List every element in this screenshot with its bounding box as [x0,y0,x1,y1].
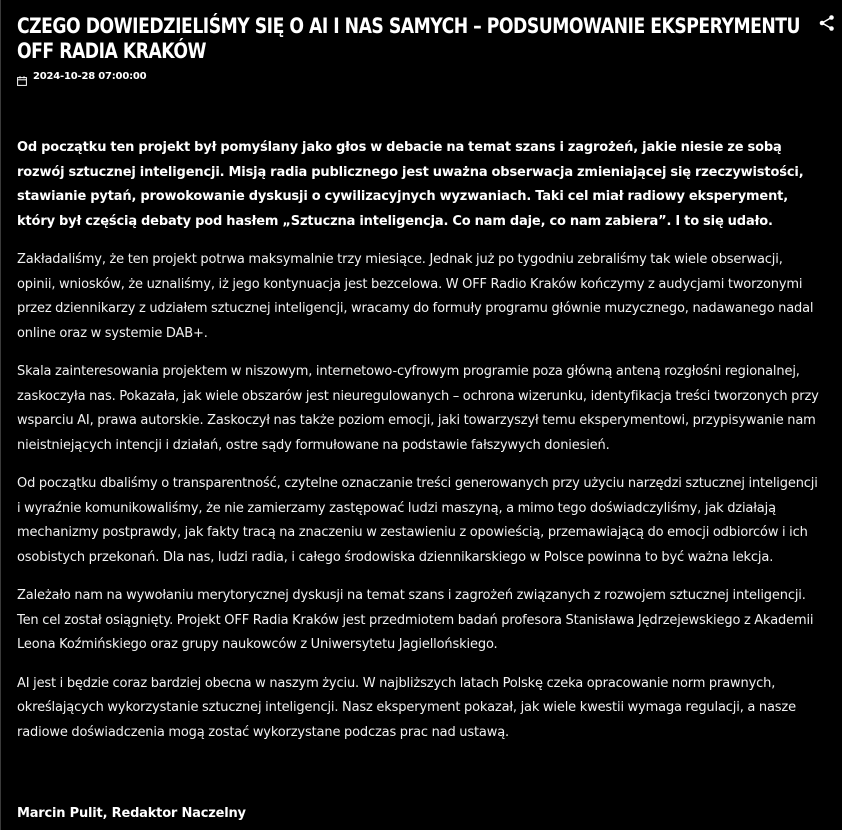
article-title: CZEGO DOWIEDZIELIŚMY SIĘ O AI I NAS SAMYCH – PODSUMOWANIE EKSPERYMENTU OFF RADIA KRAKÓW [17,14,801,63]
article-lead-paragraph: Od początku ten projekt był pomyślany jako głos w debacie na temat szans i zagrożeń, jakie niesie ze sobą rozwój sztucznej inteligencji. Misją radia publicznego jest uważna obserwacja zmieniającej się rzeczywistości, stawianie pytań, prowokowanie dyskusji o cywilizacyjnych wyzwaniach. Taki cel miał radiowy eksperyment, który był częścią debaty pod hasłem „Sztuczna inteligencja. Co nam daje, co nam zabiera”. I to się udało. [17,140,804,229]
article-paragraph: AI jest i będzie coraz bardziej obecna w naszym życiu. W najbliższych latach Polskę czeka opracowanie norm prawnych, określających wykorzystanie sztucznej inteligencji. Nasz eksperyment pokazał, jak wiele kwestii wymaga regulacji, a nasze radiowe doświadczenia mogą zostać wykorzystane podczas prac nad ustawą. [17,675,796,740]
article-paragraph: Zakładaliśmy, że ten projekt potrwa maksymalnie trzy miesiące. Jednak już po tygodniu zebraliśmy tak wiele obserwacji, opinii, wniosków, że uznaliśmy, iż jego kontynuacja jest bezcelowa. W OFF Radio Kraków kończymy z audycjami tworzonymi przez dziennikarzy z udziałem sztucznej inteligencji, wracamy do formuły programu głównie muzycznego, nadawanego nadal online oraz w systemie DAB+. [17,252,814,341]
publish-date-row [17,66,822,86]
author-signature: Marcin Pulit, Redaktor Naczelny [17,806,246,821]
publish-date: 2024-10-28 07:00:00 [33,70,147,82]
article-paragraph: Od początku dbaliśmy o transparentność, czytelne oznaczanie treści generowanych przy użyciu narzędzi sztucznej inteligencji i wyraźnie komunikowaliśmy, że nie zamierzamy zastępować ludzi maszyną, a mimo tego doświadczyliśmy, jak działają mechanizmy postprawdy, jak fakty tracą na znaczeniu w zestawieniu z opowieścią, przemawiającą do emocji odbiorców i ich osobistych przekonań. Dla nas, ludzi radia, i całego środowiska dziennikarskiego w Polsce powinna to być ważna lekcja. [17,476,818,565]
article-paragraph: Skala zainteresowania projektem w niszowym, internetowo-cyfrowym programie poza główną anteną rozgłośni regionalnej, zaskoczyła nas. Pokazała, jak wiele obszarów jest nieuregulowanych – ochrona wizerunku, identyfikacja treści tworzonych przy wsparciu AI, prawa autorskie. Zaskoczył nas także poziom emocji, jaki towarzyszył temu eksperymentowi, przypisywanie nam nieistniejących intencji i działań, ostre sądy formułowane na podstawie fałszywych doniesień. [17,364,819,453]
left-edge-divider [0,0,1,830]
calendar-icon [17,71,27,81]
share-icon[interactable] [818,14,836,32]
article-paragraph: Zależało nam na wywołaniu merytorycznej dyskusji na temat szans i zagrożeń związanych z rozwojem sztucznej inteligencji. Ten cel został osiągnięty. Projekt OFF Radia Kraków jest przedmiotem badań profesora Stanisława Jędrzejewskiego z Akademii Leona Koźmińskiego oraz grupy naukowców z Uniwersytetu Jagiellońskiego. [17,588,814,652]
article-body [17,136,822,745]
